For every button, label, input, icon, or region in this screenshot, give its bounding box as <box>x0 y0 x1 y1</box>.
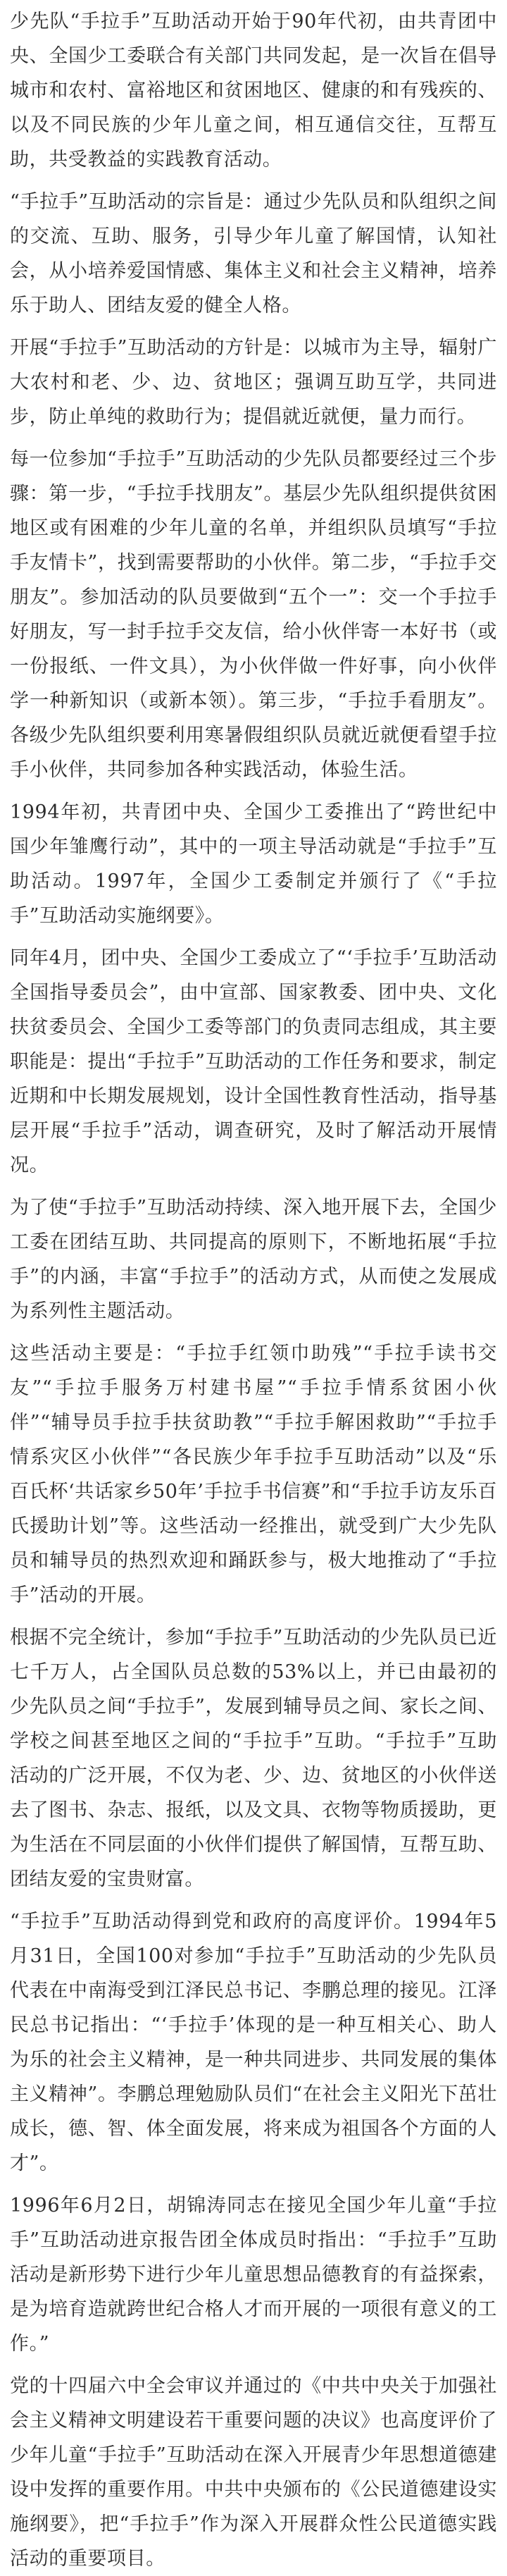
paragraph-party-resolution: 党的十四届六中全会审议并通过的《中共中央关于加强社会主义精神文明建设若干重要问题的决议》也高度评价了少年儿童“手拉手”互助活动在深入开展青少年思想道德建设中发挥的重要作用。中共中央颁布的《公民道德建设实施纲要》，把“手拉手”作为深入开展群众性公民道德实践活动的重要项目。 <box>10 2375 497 2570</box>
paragraph-expansion: 为了使“手拉手”互助活动持续、深入地开展下去，全国少工委在团结互助、共同提高的原则下，不断地拓展“手拉手”的内涵，丰富“手拉手”的活动方式，从而使之发展成为系列性主题活动。 <box>10 1197 497 1322</box>
paragraph-evaluation-1996: 1996年6月2日，胡锦涛同志在接见全国少年儿童“手拉手”互助活动进京报告团全体成员时指出：“手拉手”互助活动是新形势下进行少年儿童思想品德教育的有益探索，是为培育造就跨世纪合格人才而开展的一项很有意义的工作。” <box>10 2195 497 2355</box>
paragraph-activity-list: 这些活动主要是：“手拉手红领巾助残”“手拉手读书交友”“手拉手服务万村建书屋”“手拉手情系贫困小伙伴”“辅导员手拉手扶贫助教”“手拉手解困救助”“手拉手情系灾区小伙伴”“各民族少年手拉手互助活动”以及“乐百氏杯‘共话家乡50年’手拉手书信赛”和“手拉手访友乐百氏援助计划”等。这些活动一经推出，就受到广大少先队员和辅导员的热烈欢迎和踊跃参与，极大地推动了“手拉手”活动的开展。 <box>10 1343 497 1606</box>
paragraph-purpose: “手拉手”互助活动的宗旨是：通过少先队员和队组织之间的交流、互助、服务，引导少年儿童了解国情，认知社会，从小培养爱国情感、集体主义和社会主义精神，培养乐于助人、团结友爱的健全人格。 <box>10 191 497 316</box>
paragraph-evaluation-1994: “手拉手”互助活动得到党和政府的高度评价。1994年5月31日，全国100对参加“手拉手”互助活动的少先队员代表在中南海受到江泽民总书记、李鹏总理的接见。江泽民总书记指出：“‘手拉手’体现的是一种互相关心、助人为乐的社会主义精神，是一种共同进步、共同发展的集体主义精神”。李鹏总理勉励队员们“在社会主义阳光下茁壮成长，德、智、体全面发展，将来成为祖国各个方面的人才”。 <box>10 1911 497 2174</box>
paragraph-1994-1997: 1994年初，共青团中央、全国少工委推出了“跨世纪中国少年雏鹰行动”，其中的一项主导活动就是“手拉手”互助活动。1997年，全国少工委制定并颁行了《“手拉手”互助活动实施纲要》。 <box>10 801 497 927</box>
paragraph-policy: 开展“手拉手”互助活动的方针是：以城市为主导，辐射广大农村和老、少、边、贫地区；强调互助互学，共同进步，防止单纯的救助行为；提倡就近就便，量力而行。 <box>10 337 497 428</box>
paragraph-origin: 少先队“手拉手”互助活动开始于90年代初，由共青团中央、全国少工委联合有关部门共同发起，是一次旨在倡导城市和农村、富裕地区和贫困地区、健康的和有残疾的、以及不同民族的少年儿童之间，相互通信交往，互帮互助，共受教益的实践教育活动。 <box>10 11 497 171</box>
paragraph-statistics: 根据不完全统计，参加“手拉手”互助活动的少先队员已近七千万人，占全国队员总数的53%以上，并已由最初的少先队员之间“手拉手”，发展到辅导员之间、家长之间、学校之间甚至地区之间的“手拉手”互助。“手拉手”互助活动的广泛开展，不仅为老、少、边、贫地区的小伙伴送去了图书、杂志、报纸，以及文具、衣物等物质援助，更为生活在不同层面的小伙伴们提供了解国情，互帮互助、团结友爱的宝贵财富。 <box>10 1627 497 1890</box>
paragraph-three-steps: 每一位参加“手拉手”互助活动的少先队员都要经过三个步骤：第一步，“手拉手找朋友”。基层少先队组织提供贫困地区或有困难的少年儿童的名单，并组织队员填写“手拉手友情卡”，找到需要帮助的小伙伴。第二步，“手拉手交朋友”。参加活动的队员要做到“五个一”：交一个手拉手好朋友，写一封手拉手交友信，给小伙伴寄一本好书（或一份报纸、一件文具），为小伙伴做一件好事，向小伙伴学一种新知识（或新本领）。第三步，“手拉手看朋友”。各级少先队组织要利用寒暑假组织队员就近就便看望手拉手小伙伴，共同参加各种实践活动，体验生活。 <box>10 448 497 781</box>
paragraph-steering-committee: 同年4月，团中央、全国少工委成立了“‘手拉手’互助活动全国指导委员会”，由中宣部、国家教委、团中央、文化扶贫委员会、全国少工委等部门的负责同志组成，其主要职能是：提出“手拉手”互助活动的工作任务和要求，制定近期和中长期发展规划，设计全国性教育性活动，指导基层开展“手拉手”活动，调查研究，及时了解活动开展情况。 <box>10 947 497 1176</box>
